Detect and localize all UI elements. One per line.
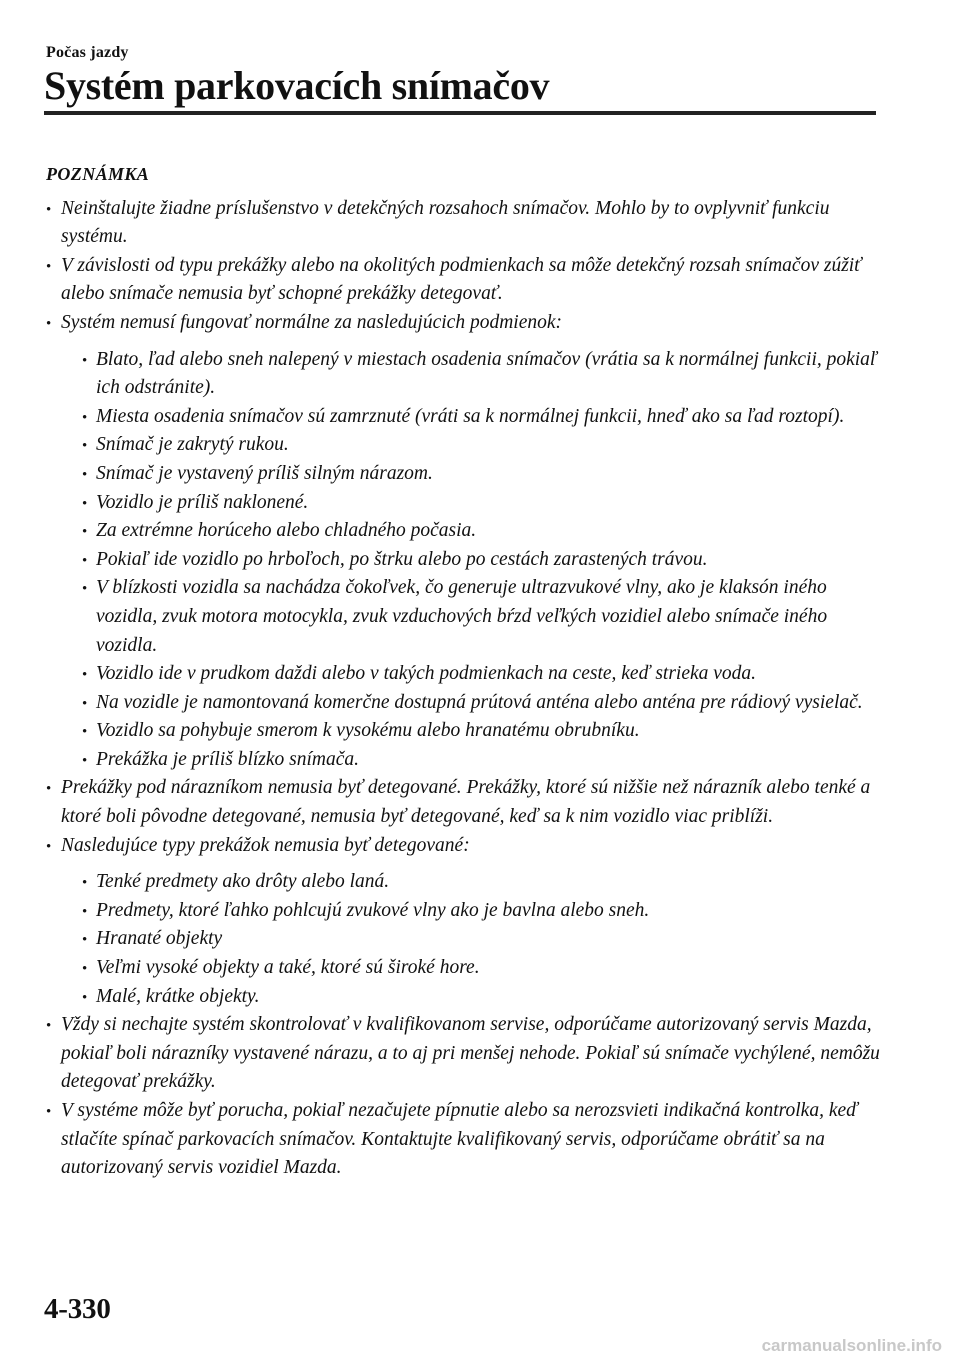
note-item-text: Vždy si nechajte systém skontrolovať v kvalifikovanom servise, odporúčame autorizovaný servis Mazda, pokiaľ boli nárazníky vystavené nárazu, a to aj pri menšej nehode. Pokiaľ sú snímače vychýlené, nemôžu detegovať prekážky.	[61, 1014, 880, 1093]
note-sub-item	[61, 517, 886, 546]
page-number: 4-330	[44, 1293, 111, 1325]
bullet-icon: •	[82, 903, 88, 920]
note-sub-item-text: Na vozidle je namontovaná komerčne dostupná prútová anténa alebo anténa pre rádiový vysielač.	[96, 691, 863, 713]
note-box	[46, 160, 886, 1183]
note-heading: POZNÁMKA	[46, 164, 150, 184]
note-item	[46, 1011, 886, 1097]
bullet-icon: •	[82, 752, 88, 769]
page-title: Systém parkovacích snímačov	[44, 63, 550, 108]
note-item	[46, 309, 886, 775]
bullet-icon: •	[46, 1104, 52, 1120]
note-item-text: Prekážky pod nárazníkom nemusia byť detegované. Prekážky, ktoré sú nižšie než nárazník alebo tenké a ktoré boli pôvodne detegované, nemusia byť detegované, keď sa k nim vozidlo viac priblíži.	[61, 777, 871, 828]
note-sub-item	[61, 746, 886, 775]
note-sub-item-text: Vozidlo je príliš naklonené.	[96, 491, 309, 513]
note-sub-item	[61, 717, 886, 746]
bullet-icon: •	[82, 695, 88, 712]
bullet-icon: •	[46, 258, 52, 275]
note-sub-item	[61, 689, 886, 718]
bullet-icon: •	[82, 667, 88, 684]
note-sub-item-text: Malé, krátke objekty.	[96, 985, 260, 1007]
bullet-icon: •	[46, 201, 52, 218]
note-item-text: Nasledujúce typy prekážok nemusia byť detegované:	[61, 834, 470, 856]
title-divider	[44, 111, 876, 115]
note-sub-item-text: V blízkosti vozidla sa nachádza čokoľvek, čo generuje ultrazvukové vlny, ako je klaksón iného vozidla, zvuk motora motocykla, zvuk vzduchových bŕzd veľkých vozidiel alebo snímače iného vozidla.	[96, 577, 828, 656]
note-sub-item	[61, 403, 886, 432]
note-sub-item-text: Snímač je zakrytý rukou.	[96, 434, 289, 456]
note-sub-item-text: Hranaté objekty	[96, 928, 223, 950]
section-label: Počas jazdy	[46, 44, 129, 61]
bullet-icon: •	[82, 552, 88, 569]
note-sub-item-text: Vozidlo sa pohybuje smerom k vysokému alebo hranatému obrubníku.	[96, 720, 640, 742]
note-sub-item	[61, 897, 886, 926]
bullet-icon: •	[82, 409, 88, 426]
note-item-text: Neinštalujte žiadne príslušenstvo v detekčných rozsahoch snímačov. Mohlo by to ovplyvniť funkciu systému.	[61, 197, 830, 248]
watermark: carmanualsonline.info	[761, 1336, 942, 1355]
bullet-icon: •	[82, 989, 88, 1006]
bullet-icon: •	[82, 961, 88, 978]
note-sub-item	[61, 546, 886, 575]
bullet-icon: •	[82, 875, 88, 892]
note-item-text: V systéme môže byť porucha, pokiaľ nezačujete pípnutie alebo sa nerozsvieti indikačná kontrolka, keď stlačíte spínač parkovacích snímačov. Kontaktujte kvalifikovaný servis, odporúčame obrátiť sa na autorizovaný servis vozidiel Mazda.	[61, 1100, 859, 1179]
note-item-text: Systém nemusí fungovať normálne za nasledujúcich podmienok:	[61, 311, 563, 333]
note-item	[46, 252, 886, 309]
note-sub-item-text: Za extrémne horúceho alebo chladného počasia.	[96, 520, 477, 542]
bullet-icon: •	[46, 781, 52, 798]
note-sub-item-text: Predmety, ktoré ľahko pohlcujú zvukové vlny ako je bavlna alebo sneh.	[96, 899, 650, 921]
note-sub-item	[61, 954, 886, 983]
note-sub-item-text: Tenké predmety ako drôty alebo laná.	[96, 871, 390, 893]
note-sub-item-text: Pokiaľ ide vozidlo po hrboľoch, po štrku alebo po cestách zarastených trávou.	[96, 548, 708, 570]
note-sub-item-text: Snímač je vystavený príliš silným nárazom.	[96, 462, 433, 484]
bullet-icon: •	[82, 581, 88, 598]
note-sub-item	[61, 460, 886, 489]
bullet-icon: •	[82, 438, 88, 455]
note-sub-item	[61, 346, 886, 403]
note-item	[46, 1097, 886, 1183]
note-sub-item-text: Blato, ľad alebo sneh nalepený v miestach osadenia snímačov (vrátia sa k normálnej funkcii, pokiaľ ich odstránite).	[96, 348, 878, 399]
bullet-icon: •	[46, 838, 52, 855]
bullet-icon: •	[82, 466, 88, 483]
bullet-icon: •	[82, 352, 88, 369]
note-sub-item	[61, 489, 886, 518]
note-bullet-list	[46, 195, 886, 1183]
note-sub-item-text: Miesta osadenia snímačov sú zamrznuté (vráti sa k normálnej funkcii, hneď ako sa ľad roztopí).	[96, 405, 845, 427]
note-item	[46, 195, 886, 252]
bullet-icon: •	[82, 524, 88, 541]
note-sub-item	[61, 925, 886, 954]
note-sub-item-text: Vozidlo ide v prudkom daždi alebo v takých podmienkach na ceste, keď strieka voda.	[96, 663, 757, 685]
note-sub-item-text: Prekážka je príliš blízko snímača.	[96, 748, 360, 770]
note-item	[46, 832, 886, 1012]
bullet-icon: •	[82, 495, 88, 512]
note-sub-item	[61, 868, 886, 897]
bullet-icon: •	[46, 1018, 52, 1035]
note-sub-item	[61, 660, 886, 689]
note-sub-item	[61, 431, 886, 460]
note-sub-item	[61, 574, 886, 660]
note-sub-item-text: Veľmi vysoké objekty a také, ktoré sú široké hore.	[96, 957, 480, 979]
note-sub-item	[61, 983, 886, 1012]
note-sub-list	[61, 868, 886, 1011]
note-item	[46, 774, 886, 831]
note-item-text: V závislosti od typu prekážky alebo na okolitých podmienkach sa môže detekčný rozsah snímačov zúžiť alebo snímače nemusia byť schopné prekážky detegovať.	[61, 254, 862, 305]
bullet-icon: •	[82, 724, 88, 741]
bullet-icon: •	[46, 315, 52, 332]
bullet-icon: •	[82, 932, 88, 949]
note-sub-list	[61, 346, 886, 775]
